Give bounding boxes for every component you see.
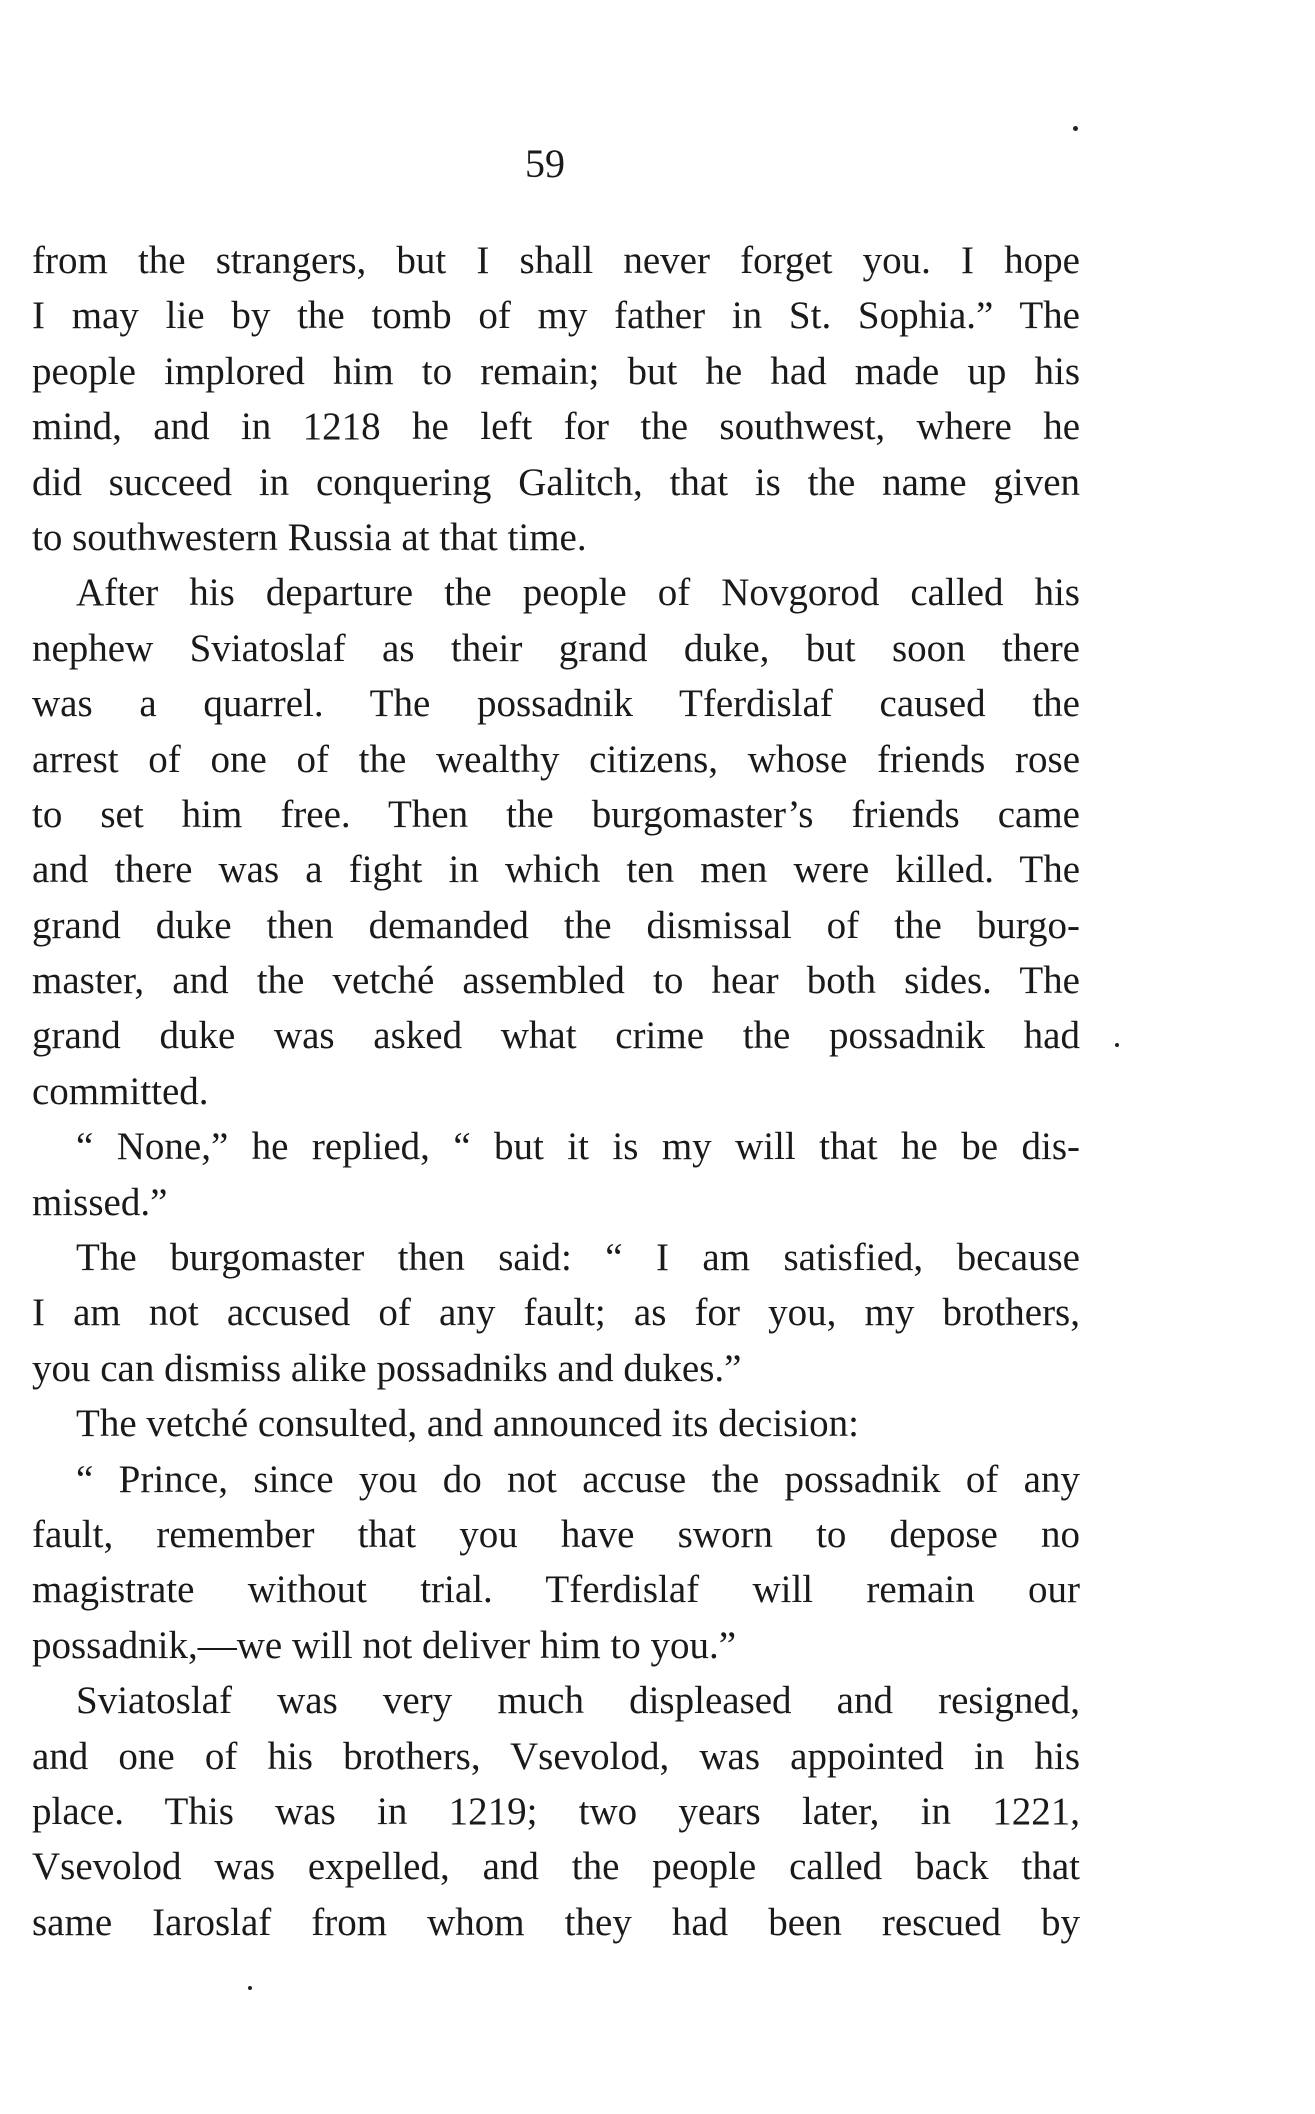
text-line: to southwestern Russia at that time. [32,515,587,559]
text-line: “ Prince, since you do not accuse the possadnik of any [76,1457,1080,1501]
print-speck [1115,1043,1119,1047]
text-line: nephew Sviatoslaf as their grand duke, but soon there [32,626,1080,670]
text-line: magistrate without trial. Tferdislaf will remain our [32,1568,1080,1612]
text-line: was a quarrel. The possadnik Tferdislaf caused the [32,682,1080,726]
body-text [32,233,1080,1950]
text-line: same Iaroslaf from whom they had been rescued by [32,1900,1080,1944]
text-line: missed.” [32,1180,168,1224]
text-line: grand duke was asked what crime the possadnik had [32,1014,1080,1058]
print-speck [1073,126,1078,131]
text-line: master, and the vetché assembled to hear both sides. The [32,959,1080,1003]
text-line: you can dismiss alike possadniks and dukes.” [32,1346,742,1390]
page-number: 59 [525,141,565,186]
text-line: “ None,” he replied, “ but it is my will that he be dis- [76,1125,1080,1169]
print-speck [248,1986,252,1990]
text-line: arrest of one of the wealthy citizens, whose friends rose [32,737,1080,781]
text-line: possadnik,—we will not deliver him to you.” [32,1623,737,1667]
text-line: The burgomaster then said: “ I am satisfied, because [76,1236,1080,1280]
text-line: I may lie by the tomb of my father in St. Sophia.” The [32,294,1080,338]
text-line: grand duke then demanded the dismissal of the burgo- [32,903,1080,947]
text-line: people implored him to remain; but he had made up his [32,349,1080,393]
text-line: Sviatoslaf was very much displeased and resigned, [76,1679,1080,1723]
text-line: fault, remember that you have sworn to depose no [32,1512,1080,1556]
text-line: place. This was in 1219; two years later, in 1221, [32,1789,1080,1833]
text-line: from the strangers, but I shall never forget you. I hope [32,239,1080,282]
text-line: and there was a fight in which ten men were killed. The [32,848,1080,892]
text-line: The vetché consulted, and announced its decision: [76,1402,860,1446]
text-line: to set him free. Then the burgomaster’s friends came [32,792,1080,836]
text-line: After his departure the people of Novgorod called his [76,571,1080,615]
text-line: Vsevolod was expelled, and the people called back that [32,1845,1080,1889]
text-line: and one of his brothers, Vsevolod, was appointed in his [32,1734,1080,1778]
text-line: I am not accused of any fault; as for you, my brothers, [32,1291,1080,1335]
text-line: mind, and in 1218 he left for the southwest, where he [32,405,1080,449]
text-line: committed. [32,1069,209,1113]
text-line: did succeed in conquering Galitch, that is the name given [32,460,1080,504]
